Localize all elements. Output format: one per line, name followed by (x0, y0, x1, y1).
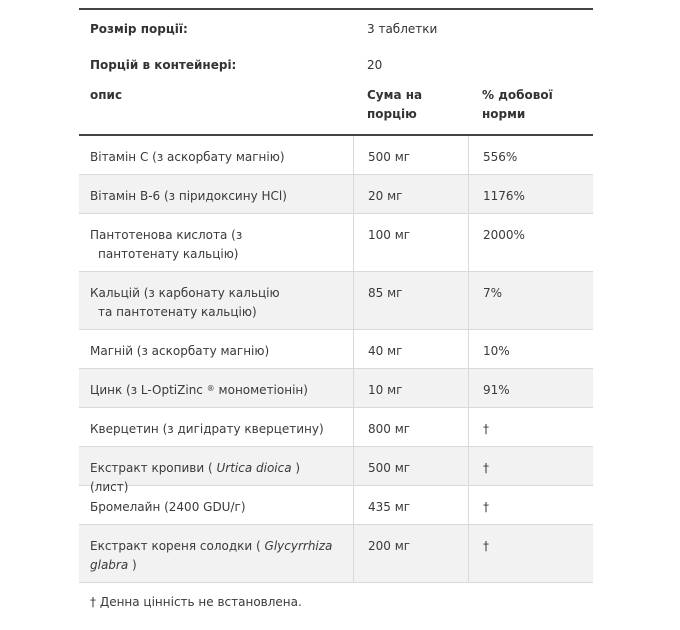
column-daily-header: % добової норми (482, 88, 553, 121)
table-row (79, 136, 593, 175)
table-row (79, 272, 593, 330)
nutrient-amount: 200 мг (353, 525, 468, 582)
nutrient-daily-value: † (468, 486, 593, 524)
table-row (79, 175, 593, 214)
nutrient-amount: 40 мг (353, 330, 468, 368)
servings-per-container-value: 20 (367, 58, 383, 72)
nutrient-amount: 500 мг (353, 136, 468, 174)
footnote: † Денна цінність не встановлена. (90, 595, 302, 609)
serving-size-row (79, 10, 593, 46)
nutrient-name: Цинк (з L-OptiZinc ® монометіонін) (90, 383, 308, 397)
nutrient-daily-value: † (468, 447, 593, 485)
nutrient-amount: 100 мг (353, 214, 468, 271)
nutrient-name: Екстракт кореня солодки ( Glycyrrhiza glabra ) (90, 539, 333, 572)
nutrient-amount: 800 мг (353, 408, 468, 446)
table-row (79, 408, 593, 447)
nutrient-amount: 10 мг (353, 369, 468, 407)
nutrient-name: Екстракт кропиви ( Urtica dioica ) (лист) (90, 461, 301, 494)
nutrient-daily-value: † (468, 408, 593, 446)
table-row (79, 447, 593, 494)
nutrient-name: Вітамін С (з аскорбату магнію) (90, 150, 285, 164)
nutrient-name: Вітамін В-6 (з піридоксину HCl) (90, 189, 287, 203)
nutrient-name: Кверцетин (з дигідрату кверцетину) (90, 422, 324, 436)
nutrient-daily-value: 91% (468, 369, 593, 407)
nutrient-name: Пантотенова кислота (з пантотенату кальцію) (90, 228, 243, 261)
table-row (79, 369, 593, 408)
column-description-header: опис (90, 88, 123, 102)
column-amount-header: Сума на порцію (367, 88, 423, 121)
table-row (79, 525, 593, 583)
nutrient-daily-value: 1176% (468, 175, 593, 213)
table-row (79, 330, 593, 369)
registered-mark: ® (206, 384, 215, 393)
table-row (79, 214, 593, 272)
nutrient-name: Кальцій (з карбонату кальцію та пантотенату кальцію) (90, 286, 280, 319)
supplement-facts-table (79, 8, 593, 583)
nutrient-amount: 85 мг (353, 272, 468, 329)
column-header-row (79, 82, 593, 134)
servings-per-container-label: Порцій в контейнері: (90, 58, 237, 72)
serving-size-value: 3 таблетки (367, 22, 438, 36)
servings-per-container-row (79, 46, 593, 82)
serving-size-label: Розмір порції: (90, 22, 188, 36)
nutrient-daily-value: 2000% (468, 214, 593, 271)
nutrient-name: Бромелайн (2400 GDU/г) (90, 500, 246, 514)
nutrient-daily-value: 7% (468, 272, 593, 329)
nutrient-daily-value: 10% (468, 330, 593, 368)
nutrient-name: Магній (з аскорбату магнію) (90, 344, 270, 358)
nutrient-amount: 20 мг (353, 175, 468, 213)
nutrient-amount: 435 мг (353, 486, 468, 524)
nutrient-rows (79, 136, 593, 583)
nutrient-daily-value: † (468, 525, 593, 582)
table-row (79, 486, 593, 525)
nutrient-daily-value: 556% (468, 136, 593, 174)
nutrient-amount: 500 мг (353, 447, 468, 485)
